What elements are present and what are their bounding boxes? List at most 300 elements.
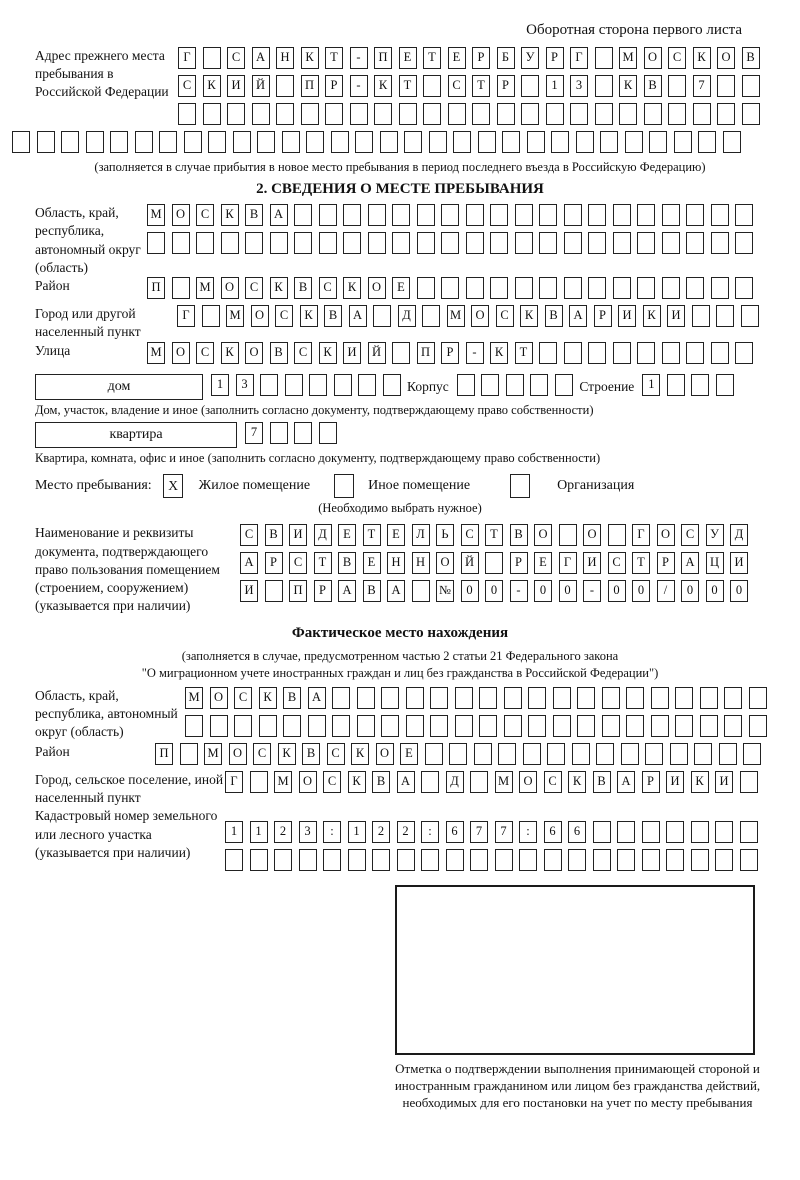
char-cell[interactable]: М [274,771,292,793]
char-cell[interactable]: Г [177,305,195,327]
char-cell[interactable] [196,232,214,254]
char-cell[interactable] [397,849,415,871]
char-cell[interactable] [301,103,319,125]
char-cell[interactable]: Г [559,552,577,574]
char-cell[interactable] [358,374,376,396]
char-cell[interactable]: 7 [495,821,513,843]
char-cell[interactable] [698,131,716,153]
char-cell[interactable]: С [253,743,271,765]
char-cell[interactable]: Р [265,552,283,574]
char-cell[interactable] [110,131,128,153]
char-cell[interactable]: В [363,580,381,602]
char-cell[interactable]: Р [546,47,564,69]
char-cell[interactable] [343,204,361,226]
char-cell[interactable]: К [520,305,538,327]
char-cell[interactable]: П [289,580,307,602]
char-cell[interactable]: А [338,580,356,602]
char-cell[interactable] [172,232,190,254]
char-cell[interactable]: О [436,552,454,574]
char-cell[interactable] [234,715,252,737]
char-cell[interactable] [564,204,582,226]
char-cell[interactable] [593,821,611,843]
char-cell[interactable] [504,715,522,737]
char-cell[interactable] [625,131,643,153]
char-cell[interactable]: Р [441,342,459,364]
char-cell[interactable]: О [172,342,190,364]
char-cell[interactable]: 3 [299,821,317,843]
char-cell[interactable]: К [301,47,319,69]
char-cell[interactable] [357,715,375,737]
char-cell[interactable]: 1 [225,821,243,843]
char-cell[interactable] [667,374,685,396]
char-cell[interactable] [700,715,718,737]
char-cell[interactable] [357,687,375,709]
char-cell[interactable]: В [510,524,528,546]
char-cell[interactable] [691,821,709,843]
char-cell[interactable]: С [234,687,252,709]
char-cell[interactable] [504,687,522,709]
char-cell[interactable] [613,204,631,226]
char-cell[interactable] [588,204,606,226]
char-cell[interactable] [250,849,268,871]
char-cell[interactable] [735,204,753,226]
char-cell[interactable] [711,232,729,254]
char-cell[interactable]: О [368,277,386,299]
char-cell[interactable] [711,204,729,226]
char-cell[interactable]: П [417,342,435,364]
char-cell[interactable]: - [583,580,601,602]
char-cell[interactable] [203,103,221,125]
char-cell[interactable] [600,131,618,153]
char-cell[interactable]: 0 [706,580,724,602]
char-cell[interactable] [323,849,341,871]
char-cell[interactable]: К [221,342,239,364]
char-cell[interactable] [502,131,520,153]
char-cell[interactable] [498,743,516,765]
char-cell[interactable]: О [376,743,394,765]
char-cell[interactable]: Е [448,47,466,69]
char-cell[interactable] [742,75,760,97]
char-cell[interactable]: 1 [642,374,660,396]
char-cell[interactable]: Д [446,771,464,793]
char-cell[interactable] [686,232,704,254]
char-cell[interactable]: С [448,75,466,97]
char-cell[interactable]: И [618,305,636,327]
char-cell[interactable]: У [521,47,539,69]
char-cell[interactable]: Г [225,771,243,793]
char-cell[interactable] [694,743,712,765]
char-cell[interactable]: П [301,75,319,97]
char-cell[interactable] [686,277,704,299]
char-cell[interactable] [453,131,471,153]
char-cell[interactable]: Р [314,580,332,602]
char-cell[interactable]: 0 [730,580,748,602]
char-cell[interactable] [466,277,484,299]
char-cell[interactable] [577,687,595,709]
char-cell[interactable]: 7 [245,422,263,444]
char-cell[interactable]: В [324,305,342,327]
char-cell[interactable] [233,131,251,153]
char-cell[interactable] [441,232,459,254]
char-cell[interactable] [221,232,239,254]
char-cell[interactable]: Д [730,524,748,546]
char-cell[interactable]: К [259,687,277,709]
char-cell[interactable] [497,103,515,125]
char-cell[interactable] [621,743,639,765]
char-cell[interactable]: А [681,552,699,574]
char-cell[interactable]: Т [515,342,533,364]
char-cell[interactable] [539,277,557,299]
char-cell[interactable] [588,277,606,299]
char-cell[interactable] [227,103,245,125]
char-cell[interactable] [617,821,635,843]
char-cell[interactable]: С [294,342,312,364]
char-cell[interactable]: 0 [559,580,577,602]
char-cell[interactable] [693,103,711,125]
char-cell[interactable] [422,305,440,327]
char-cell[interactable] [564,342,582,364]
char-cell[interactable]: В [283,687,301,709]
char-cell[interactable]: 1 [211,374,229,396]
char-cell[interactable] [368,204,386,226]
char-cell[interactable] [135,131,153,153]
char-cell[interactable]: В [338,552,356,574]
checkbox-other-premises[interactable] [334,474,354,498]
char-cell[interactable] [553,715,571,737]
char-cell[interactable] [528,687,546,709]
char-cell[interactable] [392,342,410,364]
char-cell[interactable]: А [617,771,635,793]
char-cell[interactable]: О [251,305,269,327]
char-cell[interactable]: А [397,771,415,793]
char-cell[interactable]: С [178,75,196,97]
char-cell[interactable]: К [490,342,508,364]
char-cell[interactable]: 3 [236,374,254,396]
char-cell[interactable]: О [583,524,601,546]
char-cell[interactable] [637,204,655,226]
char-cell[interactable] [210,715,228,737]
char-cell[interactable] [479,715,497,737]
char-cell[interactable]: К [343,277,361,299]
char-cell[interactable]: И [289,524,307,546]
char-cell[interactable]: П [147,277,165,299]
char-cell[interactable] [515,277,533,299]
char-cell[interactable]: К [619,75,637,97]
char-cell[interactable] [570,103,588,125]
char-cell[interactable] [716,374,734,396]
char-cell[interactable] [668,75,686,97]
char-cell[interactable]: 0 [681,580,699,602]
char-cell[interactable]: Р [594,305,612,327]
char-cell[interactable] [539,232,557,254]
char-cell[interactable] [735,232,753,254]
char-cell[interactable]: О [172,204,190,226]
char-cell[interactable] [37,131,55,153]
char-cell[interactable] [717,103,735,125]
char-cell[interactable] [225,849,243,871]
char-cell[interactable] [724,687,742,709]
char-cell[interactable] [619,103,637,125]
char-cell[interactable] [425,743,443,765]
char-cell[interactable] [749,687,767,709]
char-cell[interactable]: А [387,580,405,602]
char-cell[interactable] [430,715,448,737]
char-cell[interactable]: Б [497,47,515,69]
char-cell[interactable] [539,342,557,364]
char-cell[interactable]: А [270,204,288,226]
char-cell[interactable]: К [643,305,661,327]
char-cell[interactable]: И [715,771,733,793]
char-cell[interactable]: С [227,47,245,69]
char-cell[interactable]: А [569,305,587,327]
char-cell[interactable]: О [221,277,239,299]
char-cell[interactable] [711,277,729,299]
char-cell[interactable] [637,232,655,254]
char-cell[interactable]: : [519,821,537,843]
char-cell[interactable] [519,849,537,871]
char-cell[interactable]: Е [534,552,552,574]
char-cell[interactable] [61,131,79,153]
char-cell[interactable] [184,131,202,153]
char-cell[interactable] [485,552,503,574]
char-cell[interactable]: Й [461,552,479,574]
char-cell[interactable]: Р [497,75,515,97]
char-cell[interactable]: А [349,305,367,327]
char-cell[interactable] [576,131,594,153]
char-cell[interactable]: Т [485,524,503,546]
char-cell[interactable] [735,277,753,299]
char-cell[interactable]: М [147,204,165,226]
char-cell[interactable] [180,743,198,765]
char-cell[interactable] [711,342,729,364]
char-cell[interactable] [294,204,312,226]
char-cell[interactable]: О [471,305,489,327]
char-cell[interactable]: В [644,75,662,97]
char-cell[interactable] [495,849,513,871]
char-cell[interactable] [429,131,447,153]
char-cell[interactable] [178,103,196,125]
char-cell[interactable] [515,204,533,226]
char-cell[interactable]: Е [399,47,417,69]
char-cell[interactable] [374,103,392,125]
char-cell[interactable]: Т [423,47,441,69]
char-cell[interactable]: И [583,552,601,574]
char-cell[interactable] [644,103,662,125]
char-cell[interactable]: К [351,743,369,765]
char-cell[interactable] [527,131,545,153]
char-cell[interactable] [309,374,327,396]
char-cell[interactable] [159,131,177,153]
char-cell[interactable] [602,687,620,709]
char-cell[interactable] [449,743,467,765]
char-cell[interactable]: С [323,771,341,793]
char-cell[interactable] [441,204,459,226]
char-cell[interactable] [691,374,709,396]
char-cell[interactable]: А [308,687,326,709]
char-cell[interactable]: О [519,771,537,793]
char-cell[interactable] [406,687,424,709]
char-cell[interactable] [490,232,508,254]
char-cell[interactable] [421,771,439,793]
char-cell[interactable]: К [270,277,288,299]
char-cell[interactable] [651,715,669,737]
char-cell[interactable]: И [343,342,361,364]
char-cell[interactable]: - [350,47,368,69]
char-cell[interactable] [299,849,317,871]
char-cell[interactable] [270,422,288,444]
char-cell[interactable] [202,305,220,327]
char-cell[interactable]: С [668,47,686,69]
char-cell[interactable]: О [210,687,228,709]
char-cell[interactable] [259,715,277,737]
char-cell[interactable] [380,131,398,153]
char-cell[interactable]: Д [314,524,332,546]
char-cell[interactable] [372,849,390,871]
char-cell[interactable] [282,131,300,153]
char-cell[interactable] [716,305,734,327]
char-cell[interactable] [423,75,441,97]
char-cell[interactable] [319,204,337,226]
char-cell[interactable] [479,687,497,709]
char-cell[interactable]: Т [632,552,650,574]
char-cell[interactable] [466,232,484,254]
char-cell[interactable]: 0 [534,580,552,602]
char-cell[interactable] [530,374,548,396]
char-cell[interactable] [421,849,439,871]
char-cell[interactable] [404,131,422,153]
char-cell[interactable] [368,232,386,254]
char-cell[interactable] [637,342,655,364]
char-cell[interactable] [700,687,718,709]
char-cell[interactable]: Е [363,552,381,574]
char-cell[interactable] [481,374,499,396]
char-cell[interactable] [457,374,475,396]
char-cell[interactable] [455,687,473,709]
char-cell[interactable] [294,422,312,444]
char-cell[interactable] [257,131,275,153]
char-cell[interactable] [555,374,573,396]
char-cell[interactable]: К [568,771,586,793]
char-cell[interactable] [553,687,571,709]
char-cell[interactable]: К [278,743,296,765]
char-cell[interactable]: В [245,204,263,226]
char-cell[interactable] [355,131,373,153]
char-cell[interactable] [692,305,710,327]
char-cell[interactable] [588,232,606,254]
char-cell[interactable]: Н [387,552,405,574]
char-cell[interactable]: С [461,524,479,546]
char-cell[interactable]: - [510,580,528,602]
char-cell[interactable]: Т [314,552,332,574]
char-cell[interactable]: С [496,305,514,327]
char-cell[interactable] [595,75,613,97]
char-cell[interactable]: О [229,743,247,765]
char-cell[interactable]: Т [472,75,490,97]
char-cell[interactable] [674,131,692,153]
char-cell[interactable]: Е [392,277,410,299]
char-cell[interactable]: К [203,75,221,97]
char-cell[interactable] [577,715,595,737]
char-cell[interactable] [572,743,590,765]
char-cell[interactable] [596,743,614,765]
char-cell[interactable]: Т [363,524,381,546]
char-cell[interactable] [276,75,294,97]
char-cell[interactable] [285,374,303,396]
char-cell[interactable] [740,849,758,871]
char-cell[interactable]: В [372,771,390,793]
char-cell[interactable]: Й [252,75,270,97]
char-cell[interactable]: К [374,75,392,97]
char-cell[interactable] [608,524,626,546]
char-cell[interactable] [662,277,680,299]
char-cell[interactable] [668,103,686,125]
char-cell[interactable]: Г [570,47,588,69]
char-cell[interactable]: : [421,821,439,843]
char-cell[interactable]: 7 [693,75,711,97]
char-cell[interactable]: : [323,821,341,843]
char-cell[interactable] [686,342,704,364]
char-cell[interactable] [147,232,165,254]
char-cell[interactable] [662,204,680,226]
char-cell[interactable] [649,131,667,153]
char-cell[interactable]: С [196,342,214,364]
char-cell[interactable]: Р [325,75,343,97]
char-cell[interactable]: - [350,75,368,97]
char-cell[interactable] [490,277,508,299]
char-cell[interactable] [595,47,613,69]
char-cell[interactable] [294,232,312,254]
char-cell[interactable] [331,131,349,153]
char-cell[interactable] [743,743,761,765]
char-cell[interactable] [613,342,631,364]
char-cell[interactable] [662,232,680,254]
char-cell[interactable]: 0 [461,580,479,602]
char-cell[interactable] [506,374,524,396]
char-cell[interactable] [208,131,226,153]
char-cell[interactable] [642,849,660,871]
char-cell[interactable]: С [240,524,258,546]
char-cell[interactable]: О [644,47,662,69]
char-cell[interactable] [260,374,278,396]
char-cell[interactable] [319,422,337,444]
char-cell[interactable] [735,342,753,364]
char-cell[interactable]: В [294,277,312,299]
char-cell[interactable] [343,232,361,254]
char-cell[interactable]: Т [325,47,343,69]
char-cell[interactable] [470,771,488,793]
char-cell[interactable] [265,580,283,602]
char-cell[interactable] [595,103,613,125]
char-cell[interactable] [325,103,343,125]
char-cell[interactable] [539,204,557,226]
char-cell[interactable] [642,821,660,843]
char-cell[interactable]: В [545,305,563,327]
char-cell[interactable]: 2 [274,821,292,843]
char-cell[interactable] [593,849,611,871]
char-cell[interactable]: М [619,47,637,69]
char-cell[interactable]: О [717,47,735,69]
char-cell[interactable] [564,277,582,299]
char-cell[interactable] [715,849,733,871]
char-cell[interactable]: 0 [485,580,503,602]
char-cell[interactable] [448,103,466,125]
char-cell[interactable]: 3 [570,75,588,97]
char-cell[interactable] [666,849,684,871]
char-cell[interactable]: М [495,771,513,793]
char-cell[interactable] [392,232,410,254]
char-cell[interactable] [515,232,533,254]
char-cell[interactable] [399,103,417,125]
